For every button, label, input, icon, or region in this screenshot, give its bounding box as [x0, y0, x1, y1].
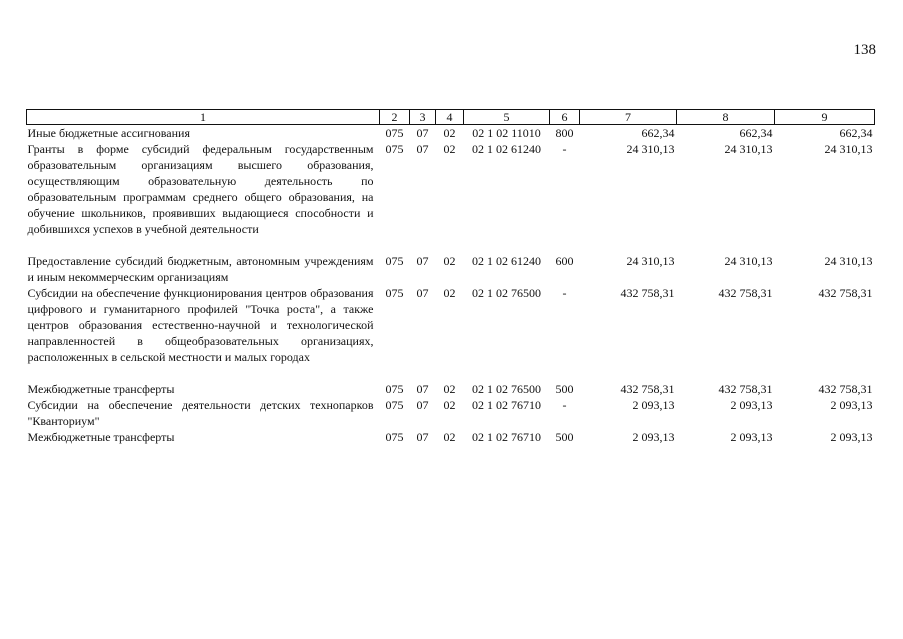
- row-subsection-code: 02: [443, 286, 456, 300]
- row-amount-col7: 2 093,13: [632, 398, 675, 412]
- row-subsection-code: 02: [443, 254, 456, 268]
- row-amount-col7: 24 310,13: [626, 142, 675, 156]
- row-target-article: 02 1 02 76500: [472, 286, 541, 300]
- row-amount-col8: 24 310,13: [724, 254, 773, 268]
- row-section-code: 07: [416, 398, 429, 412]
- header-col-1: 1: [27, 110, 380, 125]
- row-amount-col7: 432 758,31: [620, 286, 675, 300]
- row-expense-type: -: [562, 398, 567, 412]
- row-description: Гранты в форме субсидий федеральным государственным образовательным организациям высшего образования, осуществляющим образовательную деятельность по образовательным программам среднего общего образования, на обучение школьников, проявивших выдающиеся способности и добившихся успехов в учебной деятельности: [27, 142, 374, 236]
- table-row: [27, 141, 875, 253]
- row-section-code: 07: [416, 142, 429, 156]
- row-target-article: 02 1 02 76710: [472, 430, 541, 444]
- row-target-article: 02 1 02 11010: [472, 126, 541, 140]
- row-ministry-code: 075: [385, 398, 404, 412]
- row-amount-col9: 432 758,31: [818, 382, 873, 396]
- row-amount-col8: 2 093,13: [730, 430, 773, 444]
- table-row: [27, 381, 875, 397]
- header-col-8: 8: [677, 110, 775, 125]
- row-expense-type: 600: [555, 254, 574, 268]
- row-subsection-code: 02: [443, 126, 456, 140]
- table-row: [27, 125, 875, 142]
- row-description: Субсидии на обеспечение деятельности детских технопарков "Кванториум": [27, 398, 374, 428]
- row-subsection-code: 02: [443, 382, 456, 396]
- row-amount-col7: 24 310,13: [626, 254, 675, 268]
- row-subsection-code: 02: [443, 430, 456, 444]
- header-row: [27, 110, 875, 125]
- row-amount-col8: 2 093,13: [730, 398, 773, 412]
- row-target-article: 02 1 02 76710: [472, 398, 541, 412]
- row-subsection-code: 02: [443, 398, 456, 412]
- row-amount-col7: 662,34: [641, 126, 675, 140]
- row-ministry-code: 075: [385, 430, 404, 444]
- row-amount-col7: 2 093,13: [632, 430, 675, 444]
- row-expense-type: 500: [555, 382, 574, 396]
- row-amount-col9: 24 310,13: [824, 142, 873, 156]
- row-amount-col9: 2 093,13: [830, 398, 873, 412]
- header-col-3: 3: [410, 110, 436, 125]
- row-section-code: 07: [416, 382, 429, 396]
- row-target-article: 02 1 02 76500: [472, 382, 541, 396]
- row-amount-col9: 662,34: [839, 126, 873, 140]
- row-target-article: 02 1 02 61240: [472, 142, 541, 156]
- row-amount-col8: 432 758,31: [718, 382, 773, 396]
- row-section-code: 07: [416, 286, 429, 300]
- header-col-5: 5: [464, 110, 550, 125]
- row-subsection-code: 02: [443, 142, 456, 156]
- page-number: 138: [853, 42, 876, 58]
- row-expense-type: -: [562, 142, 567, 156]
- row-target-article: 02 1 02 61240: [472, 254, 541, 268]
- row-description: Межбюджетные трансферты: [27, 430, 175, 444]
- row-ministry-code: 075: [385, 126, 404, 140]
- row-expense-type: 800: [555, 126, 574, 140]
- table-row: [27, 253, 875, 285]
- table-row: [27, 397, 875, 429]
- row-expense-type: 500: [555, 430, 574, 444]
- table-row: [27, 429, 875, 445]
- row-amount-col9: 2 093,13: [830, 430, 873, 444]
- row-section-code: 07: [416, 254, 429, 268]
- header-col-4: 4: [436, 110, 464, 125]
- row-description: Иные бюджетные ассигнования: [27, 126, 190, 140]
- row-description: Субсидии на обеспечение функционирования центров образования цифрового и гуманитарного профилей "Точка роста", а также центров образования естественно-научной и технологической направленностей в общеобразовательных организациях, расположенных в сельской местности и малых городах: [27, 286, 374, 364]
- header-col-9: 9: [775, 110, 875, 125]
- row-amount-col8: 662,34: [739, 126, 773, 140]
- table-body: [27, 125, 875, 446]
- row-amount-col9: 432 758,31: [818, 286, 873, 300]
- header-col-2: 2: [380, 110, 410, 125]
- budget-table: [26, 109, 875, 445]
- row-amount-col9: 24 310,13: [824, 254, 873, 268]
- table-row: [27, 285, 875, 381]
- row-ministry-code: 075: [385, 286, 404, 300]
- row-description: Межбюджетные трансферты: [27, 382, 175, 396]
- row-ministry-code: 075: [385, 254, 404, 268]
- header-col-7: 7: [580, 110, 677, 125]
- table-header: [27, 110, 875, 125]
- row-expense-type: -: [562, 286, 567, 300]
- row-ministry-code: 075: [385, 382, 404, 396]
- row-section-code: 07: [416, 430, 429, 444]
- row-section-code: 07: [416, 126, 429, 140]
- header-col-6: 6: [550, 110, 580, 125]
- row-amount-col7: 432 758,31: [620, 382, 675, 396]
- row-amount-col8: 24 310,13: [724, 142, 773, 156]
- row-ministry-code: 075: [385, 142, 404, 156]
- row-description: Предоставление субсидий бюджетным, автономным учреждениям и иным некоммерческим организациям: [27, 254, 374, 284]
- row-amount-col8: 432 758,31: [718, 286, 773, 300]
